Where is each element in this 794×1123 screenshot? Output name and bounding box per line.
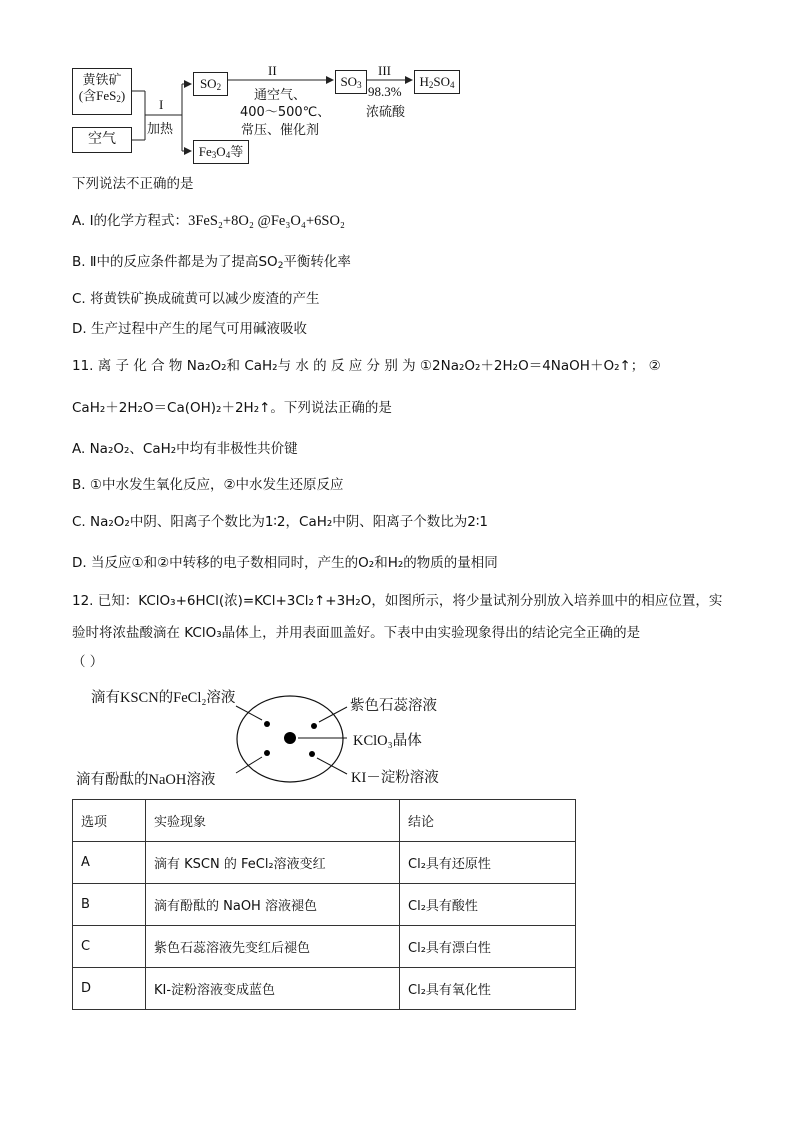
row-phenomenon: 滴有 KSCN 的 FeCl₂溶液变红 (146, 842, 400, 884)
header-option: 选项 (73, 800, 146, 842)
q11-stem-line2: CaH₂＋2H₂O＝Ca(OH)₂＋2H₂↑。下列说法正确的是 (72, 400, 392, 416)
step2-condition-1: 通空气、 (254, 88, 307, 103)
header-conclusion: 结论 (400, 800, 576, 842)
step2-condition-3: 常压、催化剂 (241, 123, 320, 138)
row-option: B (73, 884, 146, 926)
fe3o4-box: $Fe_3O_4$等 (193, 140, 249, 164)
step3-label: III (378, 63, 391, 78)
row-conclusion: Cl₂具有还原性 (400, 842, 576, 884)
q12-answer-paren: （ ） (72, 654, 104, 670)
q11-option-a: A. Na₂O₂、CaH₂中均有非极性共价键 (72, 441, 298, 457)
header-phenomenon: 实验现象 (146, 800, 400, 842)
row-conclusion: Cl₂具有氧化性 (400, 968, 576, 1010)
step3-condition-2: 浓硫酸 (366, 105, 406, 120)
row-phenomenon: 滴有酚酞的 NaOH 溶液褪色 (146, 884, 400, 926)
step3-condition-1: 98.3% (368, 84, 402, 99)
label-kclo3-crystal: KClO₃晶体 (353, 733, 422, 749)
air-label: 空气 (88, 132, 116, 147)
litmus-dot (311, 723, 317, 729)
q10-stem: 下列说法不正确的是 (72, 176, 194, 192)
q11-option-b: B. ①中水发生氧化反应，②中水发生还原反应 (72, 477, 344, 493)
table-row (73, 968, 576, 1010)
q11-stem-line1: 11. 离 子 化 合 物 Na₂O₂和 CaH₂与 水 的 反 应 分 别 为 ①2Na₂O₂＋2H₂O＝4NaOH＋O₂↑； ② (72, 358, 661, 374)
row-option: A (73, 842, 146, 884)
so3-box: $SO_3$ (335, 70, 367, 94)
q10-option-d: D. 生产过程中产生的尾气可用碱液吸收 (72, 321, 307, 337)
row-conclusion: Cl₂具有漂白性 (400, 926, 576, 968)
q12-stem-line1: 12. 已知：KClO₃+6HCl(浓)=KCl+3Cl₂↑+3H₂O，如图所示，将少量试剂分别放入培养皿中的相应位置，实 (72, 593, 723, 609)
pyrite-formula: (含FeS$_2$) (78, 88, 126, 104)
kclo3-crystal-dot (284, 732, 296, 744)
row-option: D (73, 968, 146, 1010)
q10-option-a: A. I的化学方程式：3FeS₂+8O₂ @Fe₃O₄+6SO₂ (72, 213, 345, 229)
step2-label: II (268, 63, 277, 78)
step1-label: I (159, 97, 164, 112)
label-naoh-solution: 滴有酚酞的NaOH溶液 (76, 772, 216, 788)
table-row (73, 926, 576, 968)
h2so4-box: $H_2SO_4$ (414, 70, 460, 94)
table-row (73, 842, 576, 884)
table-header-row (73, 800, 576, 842)
label-litmus-solution: 紫色石蕊溶液 (350, 698, 437, 714)
label-ki-starch-solution: KI－淀粉溶液 (351, 770, 439, 786)
q11-option-c: C. Na₂O₂中阴、阳离子个数比为1∶2，CaH₂中阴、阳离子个数比为2∶1 (72, 514, 488, 530)
label-fecl2-solution: 滴有KSCN的FeCl₂溶液 (91, 690, 236, 706)
ki-starch-dot (309, 751, 315, 757)
so2-box: $SO_2$ (193, 72, 228, 96)
results-table (72, 799, 576, 1010)
row-conclusion: Cl₂具有酸性 (400, 884, 576, 926)
pyrite-label: 黄铁矿 (82, 72, 122, 87)
q11-option-d: D. 当反应①和②中转移的电子数相同时，产生的O₂和H₂的物质的量相同 (72, 555, 498, 571)
q12-stem-line2: 验时将浓盐酸滴在 KClO₃晶体上，并用表面皿盖好。下表中由实验现象得出的结论完全正确的是 (72, 625, 641, 641)
step1-condition: 加热 (147, 122, 174, 137)
q10-option-b: B. Ⅱ中的反应条件都是为了提高$SO_2$平衡转化率 (72, 254, 351, 271)
q10-option-c: C. 将黄铁矿换成硫黄可以减少废渣的产生 (72, 291, 320, 307)
row-phenomenon: 紫色石蕊溶液先变红后褪色 (146, 926, 400, 968)
fecl2-dot (264, 721, 270, 727)
naoh-dot (264, 750, 270, 756)
step2-condition-2: 400～500℃、 (240, 105, 331, 120)
row-phenomenon: KI-淀粉溶液变成蓝色 (146, 968, 400, 1010)
table-row (73, 884, 576, 926)
row-option: C (73, 926, 146, 968)
